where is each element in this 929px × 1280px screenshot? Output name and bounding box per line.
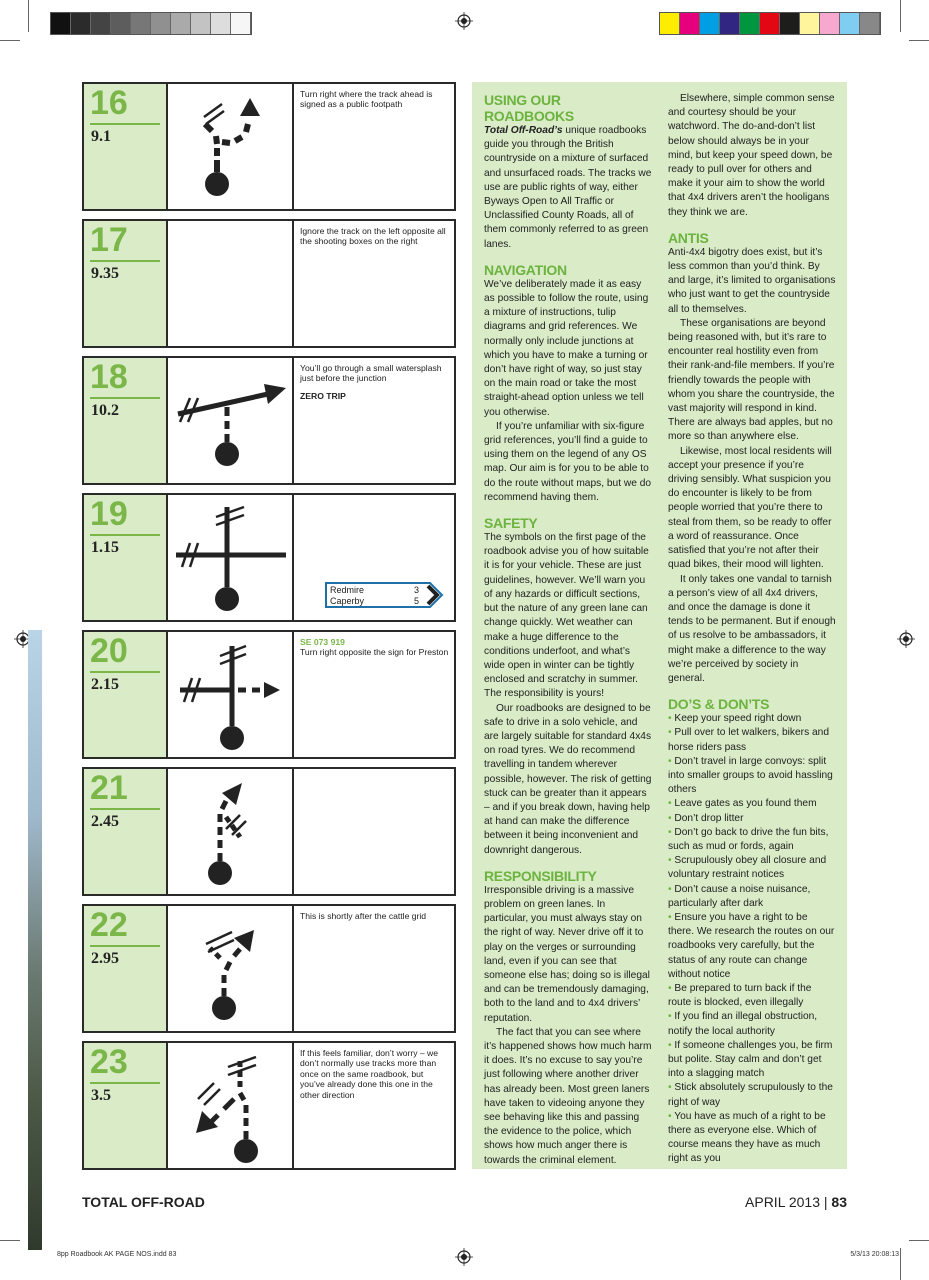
color-swatch (740, 13, 760, 34)
magazine-title: TOTAL OFF-ROAD (82, 1194, 205, 1210)
issue-info (745, 1194, 847, 1210)
color-swatch (840, 13, 860, 34)
instruction-number-cell (84, 632, 168, 757)
tulip-bear-right-icon (168, 906, 292, 1031)
crop-mark (909, 1240, 929, 1241)
list-item-text: Don’t cause a noise nuisance, particularly after dark (668, 883, 811, 909)
bullet-icon: • (668, 1110, 675, 1122)
section-heading: DO’S & DON’TS (668, 696, 770, 713)
list-item-text: Don’t travel in large convoys: split into smaller groups to avoid hassling others (668, 755, 833, 796)
distance-value: 9.35 (91, 265, 119, 282)
bullet-icon: • (668, 798, 675, 810)
road-sign (324, 581, 446, 609)
bullet-icon: • (668, 755, 675, 767)
issue-date: APRIL 2013 (745, 1194, 820, 1210)
instruction-number: 22 (90, 906, 128, 944)
roadbook-row (82, 904, 456, 1033)
separator: | (823, 1194, 828, 1210)
bullet-icon: • (668, 713, 675, 725)
divider (90, 260, 160, 262)
color-swatch (71, 13, 91, 34)
color-swatch (111, 13, 131, 34)
list-item (668, 797, 836, 811)
instruction-note (300, 637, 450, 658)
list-item (668, 854, 836, 882)
instruction-note (300, 226, 450, 247)
color-swatch (700, 13, 720, 34)
paragraph: Our roadbooks are designed to be safe to drive in a solo vehicle, and are largely suitable for standard 4x4s on road tyres. We do recommend travelling in tandem wherever possible, however. The risk of getting stuck can be greater than it appears – and if you break down, having help at hand can make the difference between it being inconvenient and downright dangerous. (484, 702, 652, 856)
distance-value: 10.2 (91, 402, 119, 419)
tulip-turn-right-icon (168, 632, 292, 757)
instruction-number-cell (84, 84, 168, 209)
color-swatch (680, 13, 700, 34)
list-item-text: If you find an illegal obstruction, notify the local authority (668, 1011, 818, 1037)
tulip-straight-on-icon (168, 358, 292, 483)
color-swatch (800, 13, 820, 34)
divider (90, 671, 160, 673)
divider (90, 1082, 160, 1084)
bullet-icon: • (668, 855, 675, 867)
list-item-text: You have as much of a right to be there as everyone else. Which of course means they have as much right as you (668, 1110, 826, 1165)
bullet-icon: • (668, 911, 675, 923)
section-heading: RESPONSIBILITY (484, 867, 597, 884)
color-swatch (760, 13, 780, 34)
article-column-right (668, 92, 836, 1167)
list-item (668, 1039, 836, 1082)
distance-value: 2.45 (91, 813, 119, 830)
note-text: Turn right opposite the sign for Preston (300, 647, 449, 658)
list-item (668, 911, 836, 982)
tulip-diagram (168, 221, 294, 346)
bleed-photo-strip (28, 630, 42, 1250)
instruction-number: 21 (90, 769, 128, 807)
color-swatch (860, 13, 880, 34)
instruction-number: 19 (90, 495, 128, 533)
tulip-bear-left-icon (168, 1043, 292, 1168)
paragraph: These organisations are beyond being reasoned with, but it’s rare to encounter real hostility even from their rank-and-file members. If you’re friendly towards the people with whom you share the countryside, the vast majority will respond in kind. There are always bad apples, but no more so than anywhere else. (668, 317, 835, 443)
file-slug: 8pp Roadbook AK PAGE NOS.indd 83 (57, 1251, 177, 1258)
bullet-icon: • (668, 826, 675, 838)
roadbook-row (82, 630, 456, 759)
sign-distance-1: 3 (414, 585, 420, 595)
color-swatch (151, 13, 171, 34)
sign-place-2: Caperby (330, 596, 365, 606)
list-item-text: Be prepared to turn back if the route is blocked, even illegally (668, 982, 812, 1009)
crop-mark (0, 1240, 20, 1241)
paragraph: The fact that you can see where it’s happened shows how much harm it does. It’s no excuse to say you’re just following where another driver has already been. Most green laners have taken to videoing anyone they see behaving like this and passing the evidence to the police, which shows how much anger there is towards the criminal element. (484, 1026, 652, 1166)
list-item-text: Pull over to let walkers, bikers and horse riders pass (668, 727, 829, 753)
list-item-text: Stick absolutely scrupulously to the right of way (668, 1082, 833, 1108)
instruction-number-cell (84, 769, 168, 894)
color-swatch (191, 13, 211, 34)
list-item (668, 883, 836, 911)
section-heading: NAVIGATION (484, 261, 567, 278)
instruction-number-cell (84, 221, 168, 346)
bullet-icon: • (668, 727, 675, 739)
divider (90, 397, 160, 399)
tulip-bear-right-icon (168, 769, 292, 894)
tulip-diagram (168, 632, 294, 757)
paragraph: If you’re unfamiliar with six-figure grid references, you’ll find a guide to using them on the legend of any OS map. Our aim is for you to be able to do the route without maps, but we do recommend having them. (484, 420, 652, 503)
zero-trip-label: ZERO TRIP (300, 390, 346, 401)
divider (90, 534, 160, 536)
instruction-number: 20 (90, 632, 128, 670)
crop-mark (0, 40, 20, 41)
paragraph: Anti-4x4 bigotry does exist, but it’s less common than you’d think. By and large, it’s limited to organisations who just want to get the countryside all to themselves. (668, 246, 836, 315)
roadbook-row (82, 82, 456, 211)
bullet-icon: • (668, 982, 675, 994)
instruction-note (300, 89, 450, 110)
paragraph: Likewise, most local residents will accept your presence if you’re driving sensibly. What suspicion you do encounter is likely to be from people worried that you’re there to steal from them, so be ready to offer a word of reassurance. Once satisfied that you’re not after their quad bikes, their mood will lighten. (668, 445, 832, 571)
instruction-number: 18 (90, 358, 128, 396)
roadbook-row (82, 493, 456, 622)
color-swatch (720, 13, 740, 34)
list-item-text: Keep your speed right down (674, 713, 802, 725)
tulip-crossroads-icon (168, 495, 292, 620)
color-calibration-bar (659, 12, 881, 35)
color-swatch (780, 13, 800, 34)
bullet-icon: • (668, 1039, 675, 1051)
tulip-diagram (168, 358, 294, 483)
instruction-number: 23 (90, 1043, 128, 1081)
list-item (668, 826, 836, 854)
dos-list (668, 712, 836, 1167)
paragraph: The symbols on the first page of the roadbook advise you of how suitable it is for your vehicle. These are just guidelines, however. We’ll warn you of any hazards or difficult sections, but the nature of any green lane can change quickly. Wet weather can make a huge difference to the conditions underfoot, and what’s wide open in winter can be tightly enclosed and scratchy in summer. The responsibility is yours! (484, 532, 649, 700)
section-heading: ANTIS (668, 229, 709, 246)
page-number: 83 (831, 1194, 847, 1210)
paragraph: It only takes one vandal to tarnish a person’s view of all 4x4 drivers, and once the damage is done it tends to be permanent. But if enough of us resolve to be ambassadors, it might make a difference to the way we’re perceived by society in general. (668, 573, 836, 684)
instruction-number: 17 (90, 221, 128, 259)
list-item (668, 812, 836, 826)
list-item-text: Scrupulously obey all closure and voluntary restraint notices (668, 855, 827, 881)
color-swatch (231, 13, 251, 34)
registration-mark-icon (897, 630, 915, 648)
tulip-diagram (168, 906, 294, 1031)
timestamp-slug: 5/3/13 20:08:13 (850, 1251, 899, 1258)
list-item (668, 1010, 836, 1038)
divider (90, 123, 160, 125)
divider (90, 808, 160, 810)
instruction-number-cell (84, 495, 168, 620)
distance-value: 2.15 (91, 676, 119, 693)
crop-mark (28, 0, 29, 32)
sign-distance-2: 5 (414, 596, 420, 606)
list-item-text: Don’t go back to drive the fun bits, such as mud or fords, again (668, 826, 829, 852)
color-swatch (660, 13, 680, 34)
list-item-text: Leave gates as you found them (674, 798, 817, 810)
distance-value: 2.95 (91, 950, 119, 967)
tulip-diagram (168, 84, 294, 209)
magazine-name: Total Off-Road’s (484, 125, 563, 136)
paragraph: We’ve deliberately made it as easy as possible to follow the route, using a mixture of instructions, tulip diagrams and grid references. We normally only include junctions at which you have to make a turning or don’t have right of way, so just stay on the main road or take the most straight-ahead option unless we tell you otherwise. (484, 278, 649, 418)
crop-mark (900, 1248, 901, 1280)
bullet-icon: • (668, 883, 675, 895)
distance-value: 3.5 (91, 1087, 111, 1104)
instruction-note (300, 911, 450, 921)
color-swatch (211, 13, 231, 34)
bullet-icon: • (668, 1011, 675, 1023)
crop-mark (909, 40, 929, 41)
list-item (668, 1110, 836, 1167)
roadbook-row (82, 219, 456, 348)
color-swatch (820, 13, 840, 34)
color-swatch (171, 13, 191, 34)
instruction-number-cell (84, 358, 168, 483)
list-item-text: Don’t drop litter (674, 812, 744, 824)
info-panel (472, 82, 847, 1169)
divider (90, 945, 160, 947)
tulip-diagram (168, 1043, 294, 1168)
list-item-text: If someone challenges you, be firm but polite. Stay calm and don’t get into a slagging match (668, 1039, 833, 1080)
bullet-icon: • (668, 1082, 675, 1094)
instruction-number-cell (84, 906, 168, 1031)
instruction-number: 16 (90, 84, 128, 122)
paragraph: unique roadbooks guide you through the British countryside on a mixture of surfaced and unsurfaced roads. The tracks we use are public rights of way, either Byways Open to All Traffic or Unclassified County Roads, all of them commonly referred to as green lanes. (484, 125, 652, 250)
paragraph: Irresponsible driving is a massive problem on green lanes. In particular, you must always stay on the right of way. Never drive off it to play on the verges or surrounding land, even if you can see that someone else has; doing so is illegal and can be tremendously damaging, both to the land and to 4x4 drivers’ reputation. (484, 884, 650, 1024)
note-text: Ignore the track on the left opposite all the shooting boxes on the right (300, 226, 446, 247)
distance-value: 1.15 (91, 539, 119, 556)
color-swatch (91, 13, 111, 34)
gray-calibration-bar (50, 12, 252, 35)
color-swatch (51, 13, 71, 34)
section-heading: SAFETY (484, 515, 538, 532)
section-heading: USING OUR ROADBOOKS (484, 92, 574, 124)
note-text: If this feels familiar, don’t worry – we don’t normally use tracks more than once on the same roadbook, but you’ve already done this one in the other direction (300, 1048, 439, 1100)
registration-mark-icon (455, 12, 473, 30)
crop-mark (900, 0, 901, 32)
registration-mark-icon (455, 1248, 473, 1266)
list-item (668, 726, 836, 754)
bullet-icon: • (668, 812, 675, 824)
roadbook-row (82, 767, 456, 896)
instruction-number-cell (84, 1043, 168, 1168)
note-text: Turn right where the track ahead is signed as a public footpath (300, 89, 433, 110)
list-item (668, 755, 836, 798)
note-text: You’ll go through a small watersplash just before the junction (300, 363, 442, 384)
instruction-note (300, 363, 450, 401)
list-item-text: Ensure you have a right to be there. We research the routes on our roadbooks very carefully, but the status of any route can change without notice (668, 911, 835, 980)
paragraph: Elsewhere, simple common sense and courtesy should be your watchword. The do-and-don’t list below should always be in your mind, but keep your speed down, be ready to pull over for others and make it your aim to show the world that 4x4 drivers aren’t the hooligans they think we are. (668, 93, 835, 218)
article-column-left (484, 92, 652, 1168)
note-text: This is shortly after the cattle grid (300, 911, 427, 921)
list-item (668, 712, 836, 726)
tulip-diagram (168, 769, 294, 894)
grid-reference: SE 073 919 (300, 637, 345, 647)
roadbook-row (82, 1041, 456, 1170)
sign-place-1: Redmire (330, 585, 365, 595)
instruction-note (300, 1048, 450, 1100)
distance-value: 9.1 (91, 128, 111, 145)
list-item (668, 982, 836, 1010)
color-swatch (131, 13, 151, 34)
list-item (668, 1081, 836, 1109)
tulip-diagram (168, 495, 294, 620)
tulip-turn-right-icon (168, 84, 292, 209)
roadbook-row (82, 356, 456, 485)
